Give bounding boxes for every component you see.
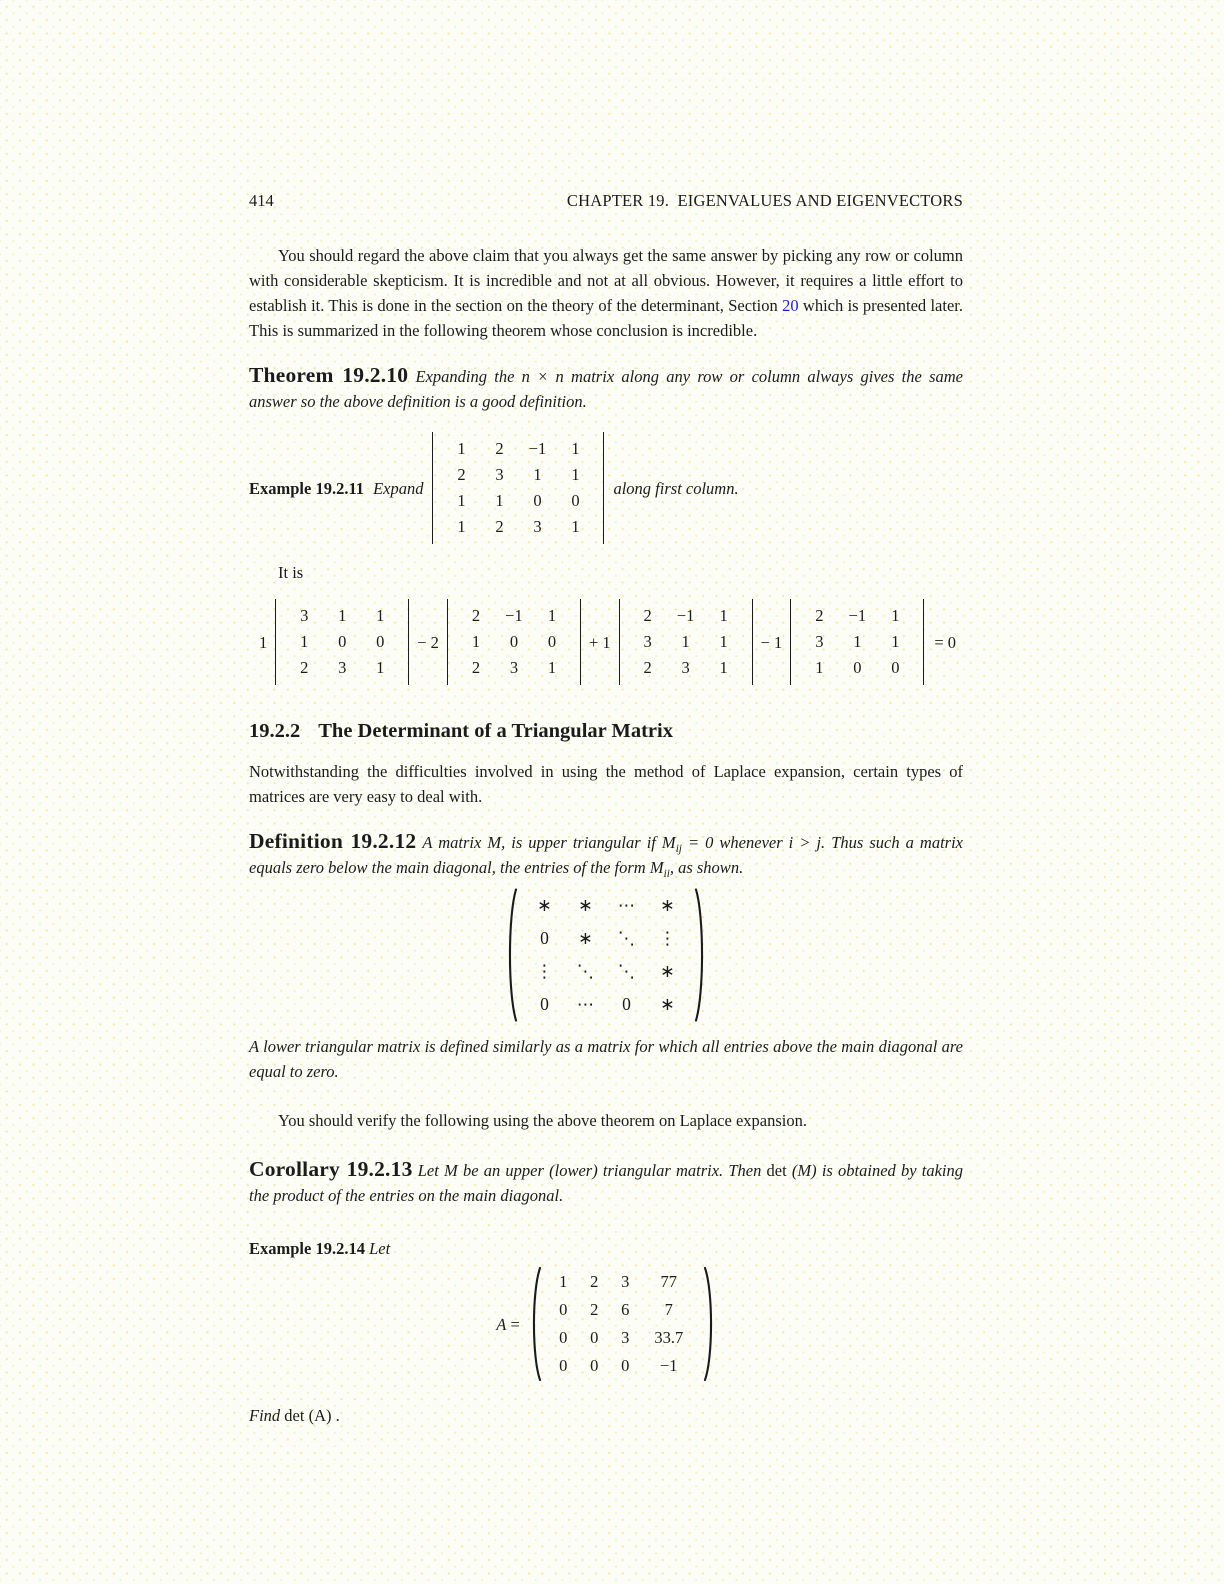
definition-label: Definition 19.2.12	[249, 829, 417, 853]
example-11-post: along first column.	[613, 478, 739, 498]
star-matrix	[505, 886, 707, 1024]
matrix-row: 3 1 1	[300, 606, 385, 625]
lower-triangular-paragraph: A lower triangular matrix is defined similarly as a matrix for which all entries above the main diagonal are equal to zero.	[249, 1037, 963, 1081]
section-title: The Determinant of a Triangular Matrix	[318, 720, 673, 742]
theorem-body: Expanding the n × n matrix along any row or column always gives the same answer so the above definition is a good definition.	[249, 367, 963, 411]
example-11-pre: Expand	[373, 478, 424, 498]
matrix-row: 1 0 0	[815, 658, 900, 677]
matrix-row: 2 3 1	[300, 658, 385, 677]
corollary-body: Let M be an upper (lower) triangular matrix. Then det (M) is obtained by taking the product of the entries on the main diagonal.	[249, 1161, 964, 1205]
matrix-row: 0 0 3 33.7	[559, 1328, 684, 1347]
matrix-row: ⋮ ⋱ ⋱ ∗	[535, 961, 675, 981]
theorem-19-2-10	[249, 363, 963, 414]
left-paren	[505, 886, 518, 1024]
matrix-row: 3 1 1	[815, 632, 900, 651]
matrix-row: ∗ ∗ ⋯ ∗	[537, 895, 675, 915]
page-content	[249, 0, 963, 1428]
equation-result: = 0	[934, 632, 956, 652]
term-1-determinant	[275, 599, 409, 685]
page-header	[249, 188, 963, 213]
corollary-label: Corollary 19.2.13	[249, 1157, 413, 1181]
term-4-determinant	[790, 599, 924, 685]
matrix-a-equation	[249, 1265, 963, 1383]
term-2-determinant	[447, 599, 581, 685]
matrix-row: 1 0 0	[300, 632, 385, 651]
running-head: CHAPTER 19. EIGENVALUES AND EIGENVECTORS	[566, 191, 963, 210]
definition-body: A matrix M, is upper triangular if $M_{ij} = 0$ whenever i > j. Thus such a matrix equals zero below the main diagonal, the entries of the form $M_{ii}$, as shown.	[249, 833, 964, 880]
theorem-label: Theorem 19.2.10	[249, 363, 409, 387]
section-heading	[249, 719, 963, 744]
matrix-row: 3 1 1	[643, 632, 728, 651]
determinant-4x4	[432, 432, 604, 544]
corollary-19-2-13	[249, 1157, 963, 1208]
term-2-coef: − 2	[417, 632, 439, 652]
triangular-intro-paragraph: Notwithstanding the difficulties involved in using the method of Laplace expansion, certain types of matrices are very easy to deal with.	[249, 762, 963, 806]
example-14-pre: Let	[369, 1239, 391, 1258]
intro-paragraph: You should regard the above claim that you always get the same answer by picking any row or column with considerable skepticism. It is incredible and not at all obvious. However, it requires a little effort to establish it. This is done in the section on the theory of the determinant, Section 20 which is presented later. This is summarized in the following theorem whose conclusion is incredible.	[249, 246, 964, 340]
matrix-row: 2 −1 1	[471, 606, 557, 625]
example-19-2-14	[249, 1236, 963, 1261]
matrix-row: 2 3 1 1	[457, 465, 580, 484]
matrix-a-lhs: A =	[496, 1314, 520, 1334]
matrix-row: 2 −1 1	[815, 606, 900, 625]
section-number: 19.2.2	[249, 720, 301, 742]
find-det-text: Find det (A) .	[249, 1406, 340, 1425]
matrix-row: 1 2 3 1	[457, 517, 580, 536]
section-link[interactable]: 20	[782, 296, 799, 315]
upper-triangular-pattern	[249, 886, 963, 1024]
term-3-coef: + 1	[588, 632, 611, 652]
term-4-coef: − 1	[760, 632, 783, 652]
matrix-row: 1 2 3 77	[559, 1272, 678, 1291]
page-number: 414	[249, 191, 274, 210]
example-19-2-11	[249, 432, 963, 544]
it-is-text: It is	[278, 563, 304, 582]
matrix-row: 0 2 6 7	[559, 1300, 673, 1319]
term-3-determinant	[619, 599, 753, 685]
matrix-row: 2 3 1	[643, 658, 728, 677]
example-14-label: Example 19.2.14	[249, 1239, 365, 1258]
example-11-label: Example 19.2.11	[249, 478, 365, 498]
verify-paragraph: You should verify the following using the above theorem on Laplace expansion.	[278, 1111, 807, 1130]
right-paren	[694, 886, 707, 1024]
matrix-row: 1 1 0 0	[457, 491, 580, 510]
matrix-row: 0 ⋯ 0 ∗	[540, 994, 675, 1014]
matrix-row: 2 −1 1	[643, 606, 728, 625]
expansion-equation	[249, 599, 963, 685]
matrix-a	[529, 1265, 716, 1383]
matrix-row: 1 0 0	[471, 632, 557, 651]
definition-19-2-12	[249, 829, 963, 880]
term-1-coef: 1	[259, 632, 268, 652]
matrix-row: 2 3 1	[471, 658, 557, 677]
matrix-row: 1 2 −1 1	[457, 439, 580, 458]
matrix-row: 0 0 0 −1	[559, 1356, 678, 1375]
right-paren	[703, 1265, 716, 1383]
left-paren	[529, 1265, 542, 1383]
matrix-row: 0 ∗ ⋱ ⋮	[540, 928, 677, 948]
